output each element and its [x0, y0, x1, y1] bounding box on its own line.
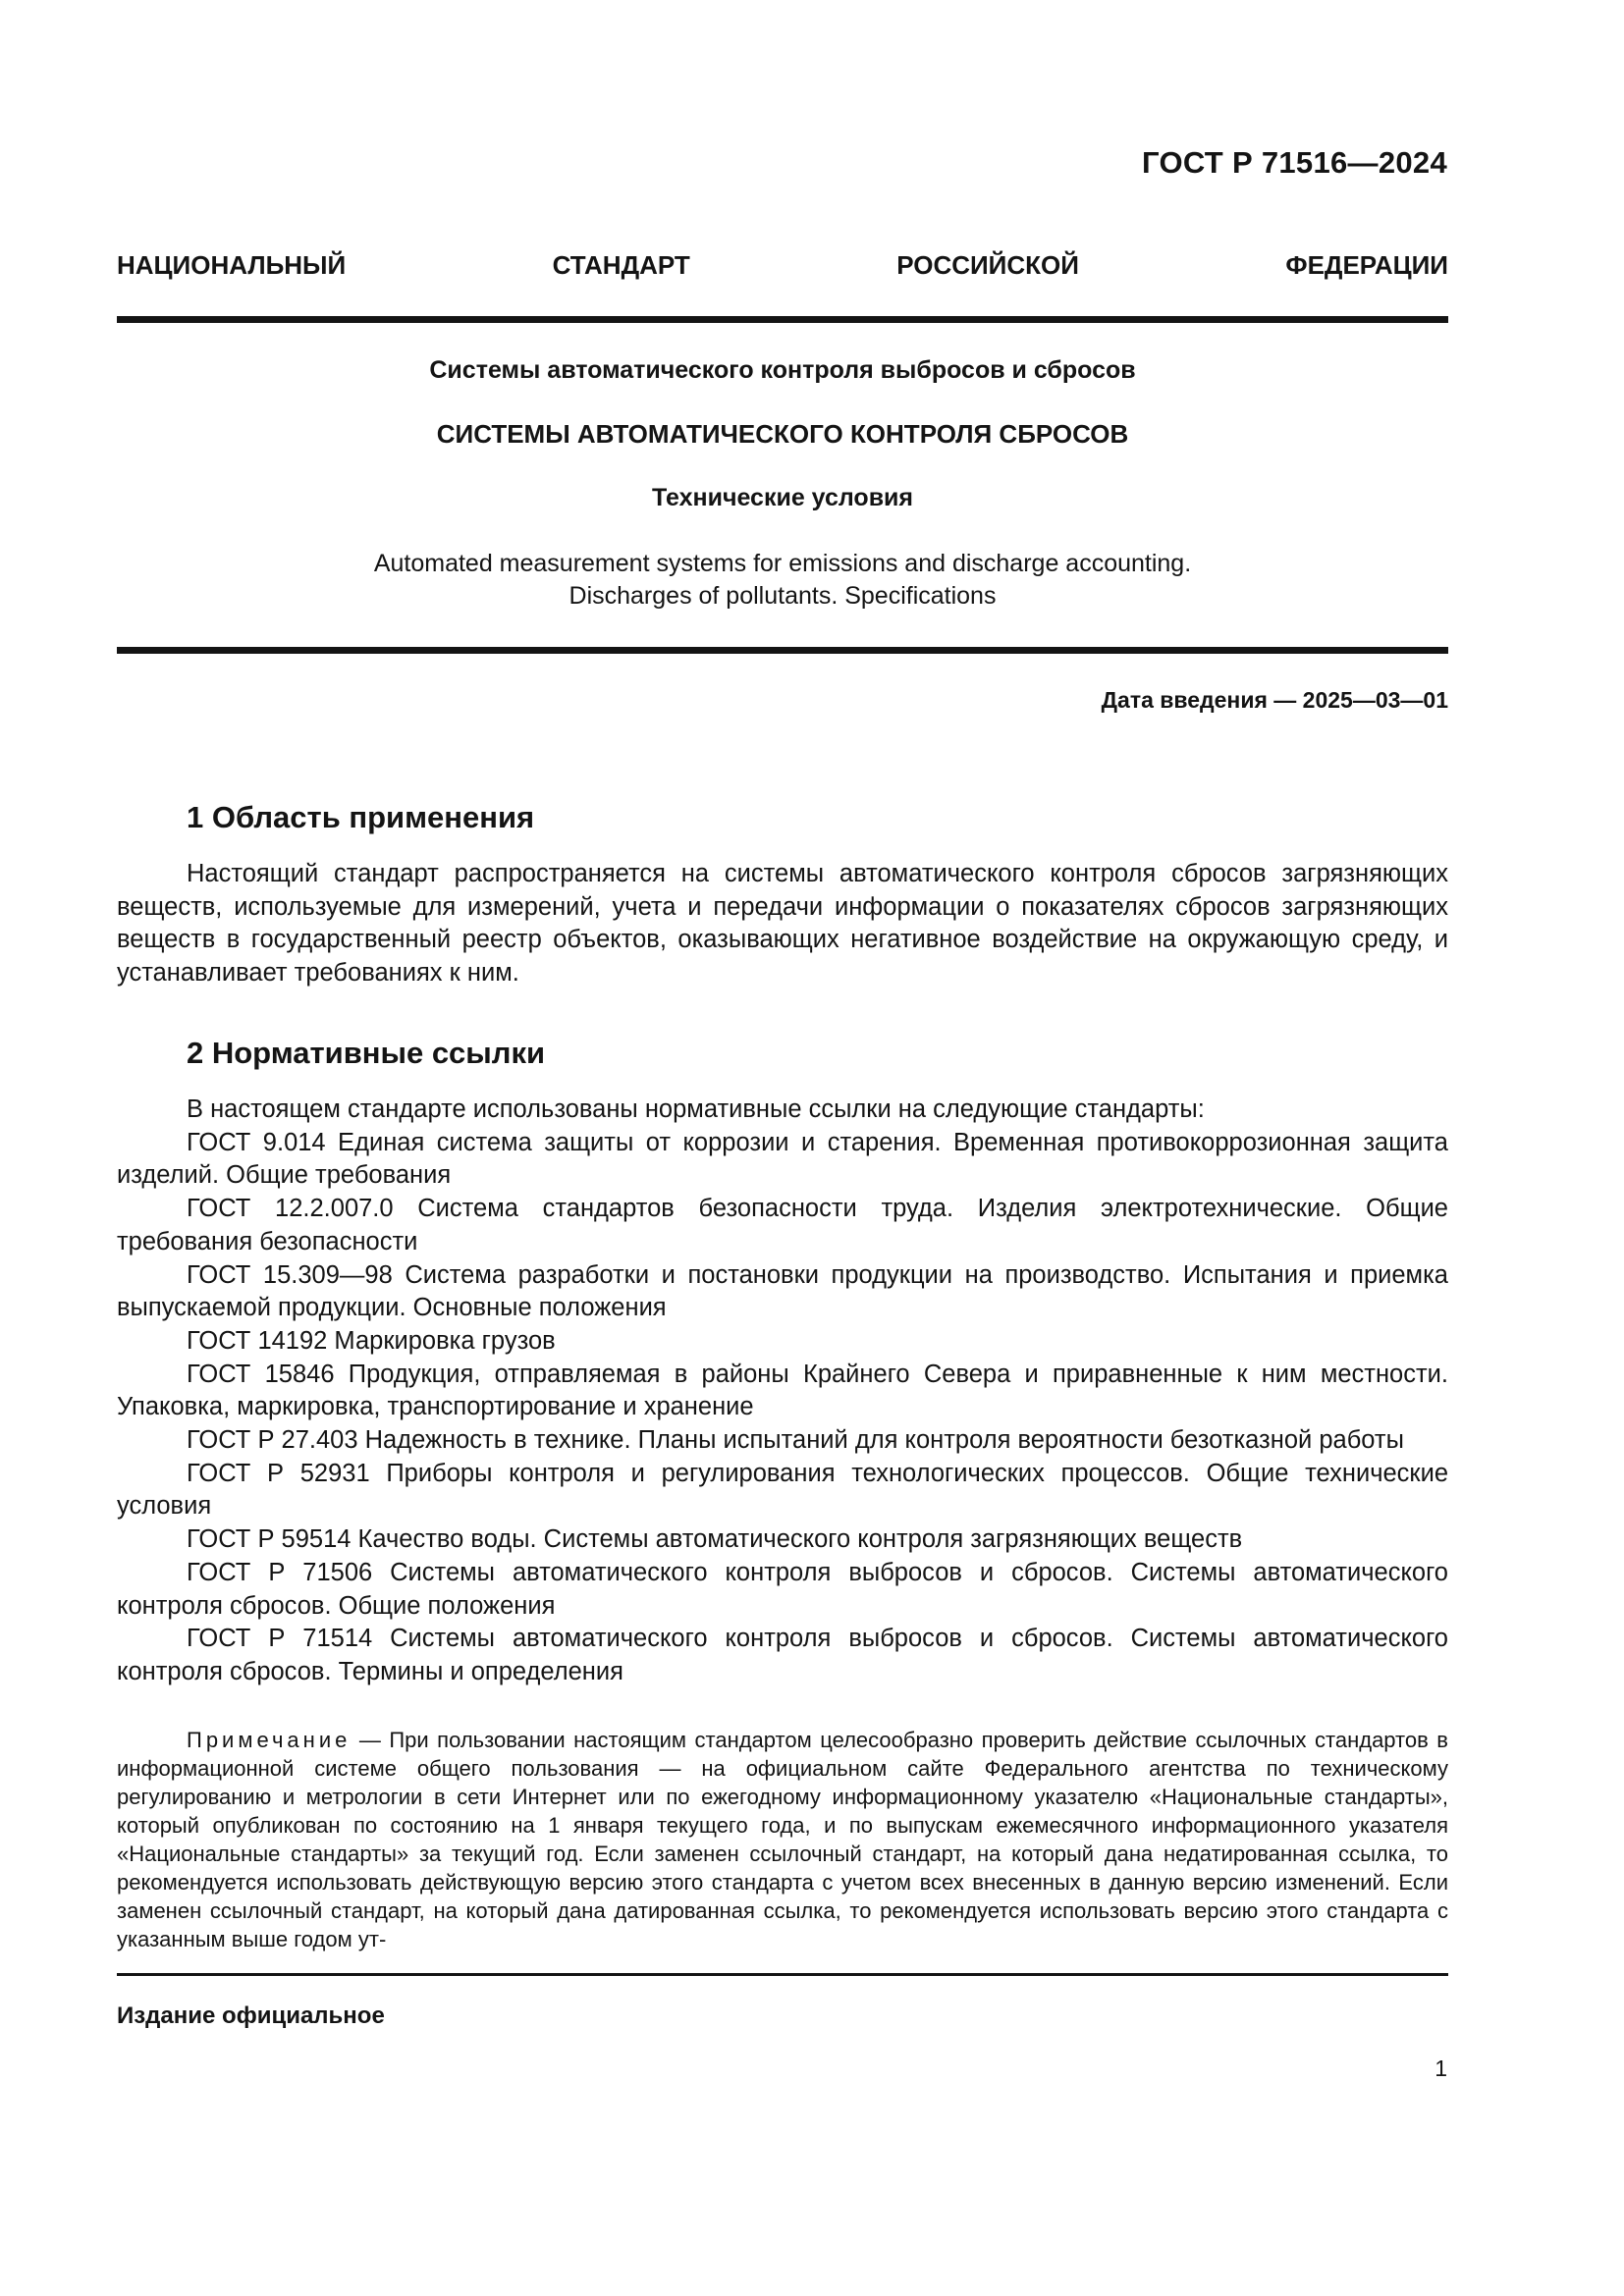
footer-rule: [117, 1973, 1448, 1976]
standard-subtitle: Технические условия: [651, 484, 914, 511]
title-bottom-rule: [117, 647, 1448, 654]
official-edition-label: Издание официальное: [117, 2002, 385, 2029]
reference-item: ГОСТ 15846 Продукция, отправляемая в районы Крайнего Севера и приравненные к ним местности. Упаковка, маркировка, транспортирование и хранение: [117, 1360, 1448, 1421]
reference-item: ГОСТ Р 71514 Системы автоматического контроля выбросов и сбросов. Системы автоматического контроля сбросов. Термины и определения: [117, 1625, 1448, 1685]
reference-item: ГОСТ 15.309—98 Система разработки и постановки продукции на производство. Испытания и приемка выпускаемой продукции. Основные положения: [117, 1260, 1448, 1322]
references-list: [117, 1094, 1448, 1689]
reference-item: ГОСТ Р 52931 Приборы контроля и регулирования технологических процессов. Общие технические условия: [117, 1459, 1448, 1521]
english-title-line-1: Automated measurement systems for emissions and discharge accounting.: [373, 550, 1192, 577]
standard-main-title: СИСТЕМЫ АВТОМАТИЧЕСКОГО КОНТРОЛЯ СБРОСОВ: [436, 419, 1129, 449]
section-2-heading: 2 Нормативные ссылки: [187, 1036, 546, 1070]
english-title: [117, 548, 1448, 613]
top-rule: [117, 316, 1448, 323]
standard-number: ГОСТ Р 71516—2024: [1142, 145, 1447, 180]
page-number: 1: [1435, 2056, 1447, 2081]
note-label: Примечание: [187, 1728, 352, 1752]
references-note: [117, 1726, 1448, 1953]
reference-item: ГОСТ 12.2.007.0 Система стандартов безопасности труда. Изделия электротехнические. Общие требования безопасности: [117, 1195, 1448, 1255]
section-1-paragraph: Настоящий стандарт распространяется на системы автоматического контроля сбросов загрязняющих веществ, используемые для измерений, учета и передачи информации о показателях сбросов загрязняющих веществ в государственный реестр объектов, оказывающих негативное воздействие на окружающую среду, и устанавливает требованиях к ним.: [117, 860, 1448, 988]
national-standard-title: НАЦИОНАЛЬНЫЙ СТАНДАРТ РОССИЙСКОЙ ФЕДЕРАЦИИ: [117, 250, 1448, 280]
reference-item: ГОСТ Р 27.403 Надежность в технике. Планы испытаний для контроля вероятности безотказной работы: [187, 1426, 1404, 1455]
references-intro: В настоящем стандарте использованы нормативные ссылки на следующие стандарты:: [187, 1095, 1205, 1123]
english-title-line-2: Discharges of pollutants. Specifications: [568, 582, 997, 610]
reference-item: ГОСТ 14192 Маркировка грузов: [187, 1326, 556, 1355]
reference-item: ГОСТ Р 71506 Системы автоматического контроля выбросов и сбросов. Системы автоматического контроля сбросов. Общие положения: [117, 1558, 1448, 1620]
section-1-body: [117, 858, 1448, 990]
reference-item: ГОСТ Р 59514 Качество воды. Системы автоматического контроля загрязняющих веществ: [187, 1525, 1243, 1554]
section-1-heading: 1 Область применения: [187, 800, 535, 834]
standard-group-title: Системы автоматического контроля выбросов и сбросов: [429, 356, 1136, 384]
intro-date: Дата введения — 2025—03—01: [1101, 687, 1448, 713]
reference-item: ГОСТ 9.014 Единая система защиты от коррозии и старения. Временная противокоррозионная защита изделий. Общие требования: [117, 1128, 1448, 1190]
note-text: — При пользовании настоящим стандартом целесообразно проверить действие ссылочных стандартов в информационной системе общего пользования — на официальном сайте Федерального агентства по техническому регулированию и метрологии в сети Интернет или по ежегодному информационному указателю «Национальные стандарты», который опубликован по состоянию на 1 января текущего года, и по выпускам ежемесячного информационного указателя «Национальные стандарты» за текущий год. Если заменен ссылочный стандарт, на который дана недатированная ссылка, то рекомендуется использовать действующую версию этого стандарта с учетом всех внесенных в данную версию изменений. Если заменен ссылочный стандарт, на который дана датированная ссылка, то рекомендуется использовать версию этого стандарта с указанным выше годом ут-: [117, 1728, 1448, 1951]
